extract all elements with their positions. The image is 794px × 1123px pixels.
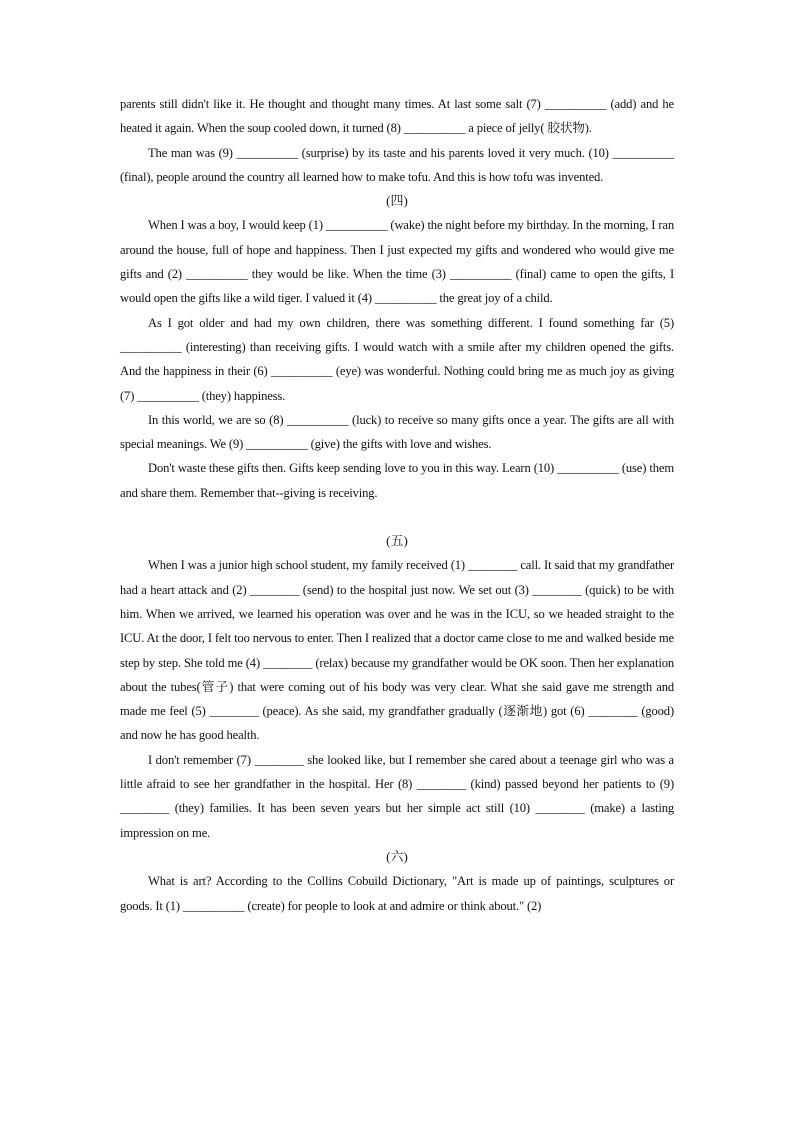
paragraph: What is art? According to the Collins Cobuild Dictionary, "Art is made up of paintings, sculptures or goods. It (1) __________ (create) for people to look at and admire or think about." (2)	[120, 874, 674, 913]
paragraph: I don't remember (7) ________ she looked like, but I remember she cared about a teenage girl who was a little afraid to see her grandfather in the hospital. Her (8) ________ (kind) passed beyond her patients to (9) ________ (they) families. It has been seven years but her simple act still (10) ________ (make) a lasting impression on me.	[120, 752, 674, 840]
section-continuation	[120, 92, 674, 189]
section-6	[120, 845, 674, 918]
paragraph: The man was (9) __________ (surprise) by its taste and his parents loved it very much. (10) __________ (final), people around the country all learned how to make tofu. And this is how tofu was invented.	[120, 145, 674, 184]
worksheet-page	[120, 92, 674, 918]
paragraph: parents still didn't like it. He thought and thought many times. At last some salt (7) __________ (add) and he heated it again. When the soup cooled down, it turned (8) __________ a piece of jelly( 胶状物).	[120, 97, 674, 136]
paragraph: When I was a boy, I would keep (1) __________ (wake) the night before my birthday. In the morning, I ran around the house, full of hope and happiness. Then I just expected my gifts and wondered who would give me gifts and (2) __________ they would be like. When the time (3) __________ (final) came to open the gifts, I would open the gifts like a wild tiger. I valued it (4) __________ the great joy of a child.	[120, 218, 674, 306]
section-heading: (六)	[386, 848, 408, 864]
section-heading: (四)	[386, 193, 408, 209]
paragraph: As I got older and had my own children, there was something different. I found something far (5) __________ (interesting) than receiving gifts. I would watch with a smile after my children opened the gifts. And the happiness in their (6) __________ (eye) was wonderful. Nothing could bring me as much joy as giving (7) __________ (they) happiness.	[120, 315, 674, 403]
section-heading: (五)	[386, 533, 408, 549]
section-5	[120, 529, 674, 845]
section-4	[120, 189, 674, 505]
paragraph: When I was a junior high school student, my family received (1) ________ call. It said that my grandfather had a heart attack and (2) ________ (send) to the hospital just now. We set out (3) ________ (quick) to be with him. When we arrived, we learned his operation was over and he was in the ICU, so we headed straight to the ICU. At the door, I felt too nervous to enter. Then I realized that a doctor came close to me and walked beside me step by step. She told me (4) ________ (relax) because my grandfather would be OK soon. Then her explanation about the tubes(管子) that were coming out of his body was very clear. What she said gave me strength and made me feel (5) ________ (peace). As she said, my grandfather gradually (逐渐地) got (6) ________ (good) and now he has good health.	[120, 558, 674, 743]
paragraph: Don't waste these gifts then. Gifts keep sending love to you in this way. Learn (10) __________ (use) them and share them. Remember that--giving is receiving.	[120, 461, 674, 500]
paragraph: In this world, we are so (8) __________ (luck) to receive so many gifts once a year. The gifts are all with special meanings. We (9) __________ (give) the gifts with love and wishes.	[120, 412, 674, 452]
